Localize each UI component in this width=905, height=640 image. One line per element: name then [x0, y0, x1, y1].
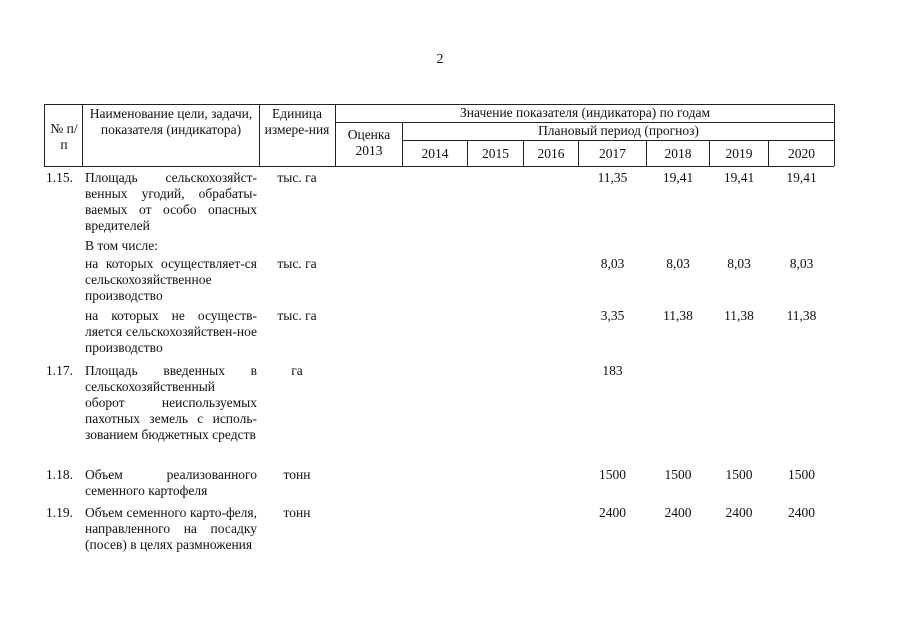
header-bottom-border — [44, 166, 834, 167]
row-name: Объем реализованного семенного картофеля — [85, 467, 257, 498]
row-value-2018: 8,03 — [666, 256, 690, 271]
header-divider-no — [82, 104, 83, 166]
row-value-2017: 3,35 — [600, 308, 625, 323]
header-col-name: Наименование цели, задачи, показателя (индикатора) — [89, 106, 253, 137]
row-value-2017: 11,35 — [597, 170, 628, 185]
row-value-2018: 19,41 — [662, 170, 694, 185]
row-value-2020: 8,03 — [789, 256, 814, 271]
row-unit: га — [291, 363, 303, 378]
header-year-2015: 2015 — [482, 146, 509, 161]
page-number: 2 — [436, 52, 444, 67]
row-number: 1.17. — [46, 363, 73, 378]
header-left-border — [44, 104, 45, 166]
header-year-2014: 2014 — [421, 146, 449, 161]
header-plan-title: Плановый период (прогноз) — [538, 123, 699, 138]
row-number: 1.15. — [46, 170, 73, 185]
header-col-unit: Единица измере-ния — [264, 106, 330, 137]
row-value-2019: 8,03 — [727, 256, 751, 271]
row-name: В том числе: — [85, 238, 158, 253]
header-right-border — [834, 104, 835, 166]
row-value-2018: 1500 — [664, 467, 692, 482]
header-values-title: Значение показателя (индикатора) по годам — [460, 105, 710, 120]
row-value-2020: 19,41 — [786, 170, 817, 185]
header-year-2020: 2020 — [788, 146, 815, 161]
row-name: на которых не осуществ-ляется сельскохозяйствен-ное производство — [85, 308, 257, 355]
header-year-2018: 2018 — [664, 146, 692, 161]
header-year-2017: 2017 — [599, 146, 626, 161]
row-name: на которых осуществляет-ся сельскохозяйственное производство — [85, 256, 257, 303]
row-value-2017: 1500 — [599, 467, 626, 482]
row-unit: тонн — [283, 505, 311, 520]
header-divider-unit — [335, 104, 336, 166]
row-name: Объем семенного карто-феля, направленного на посадку (посев) в целях размножения — [85, 505, 257, 552]
header-year-2016: 2016 — [537, 146, 565, 161]
row-value-2020: 2400 — [788, 505, 815, 520]
row-number: 1.19. — [46, 505, 73, 520]
header-estimate: Оценка 2013 — [347, 127, 391, 158]
row-value-2018: 2400 — [664, 505, 692, 520]
row-number: 1.18. — [46, 467, 73, 482]
header-col-no: № п/п — [50, 121, 78, 152]
row-unit: тыс. га — [277, 170, 317, 185]
row-value-2019: 19,41 — [723, 170, 755, 185]
row-name: Площадь сельскохозяйст-венных угодий, обрабаты-ваемых от особо опасных вредителей — [85, 170, 257, 233]
header-divider-name — [259, 104, 260, 166]
row-value-2017: 2400 — [599, 505, 626, 520]
row-unit: тыс. га — [277, 256, 317, 271]
row-value-2019: 1500 — [725, 467, 753, 482]
row-value-2020: 1500 — [788, 467, 815, 482]
row-value-2019: 11,38 — [724, 308, 754, 323]
row-value-2017: 8,03 — [600, 256, 625, 271]
row-value-2017: 183 — [602, 363, 623, 378]
row-unit: тыс. га — [277, 308, 317, 323]
row-unit: тонн — [283, 467, 311, 482]
row-name: Площадь введенных в сельскохозяйственный оборот неиспользуемых пахотных земель с исполь-зованием бюджетных средств — [85, 363, 257, 442]
row-value-2020: 11,38 — [786, 308, 817, 323]
header-year-2019: 2019 — [725, 146, 753, 161]
row-value-2019: 2400 — [725, 505, 753, 520]
row-value-2018: 11,38 — [663, 308, 693, 323]
